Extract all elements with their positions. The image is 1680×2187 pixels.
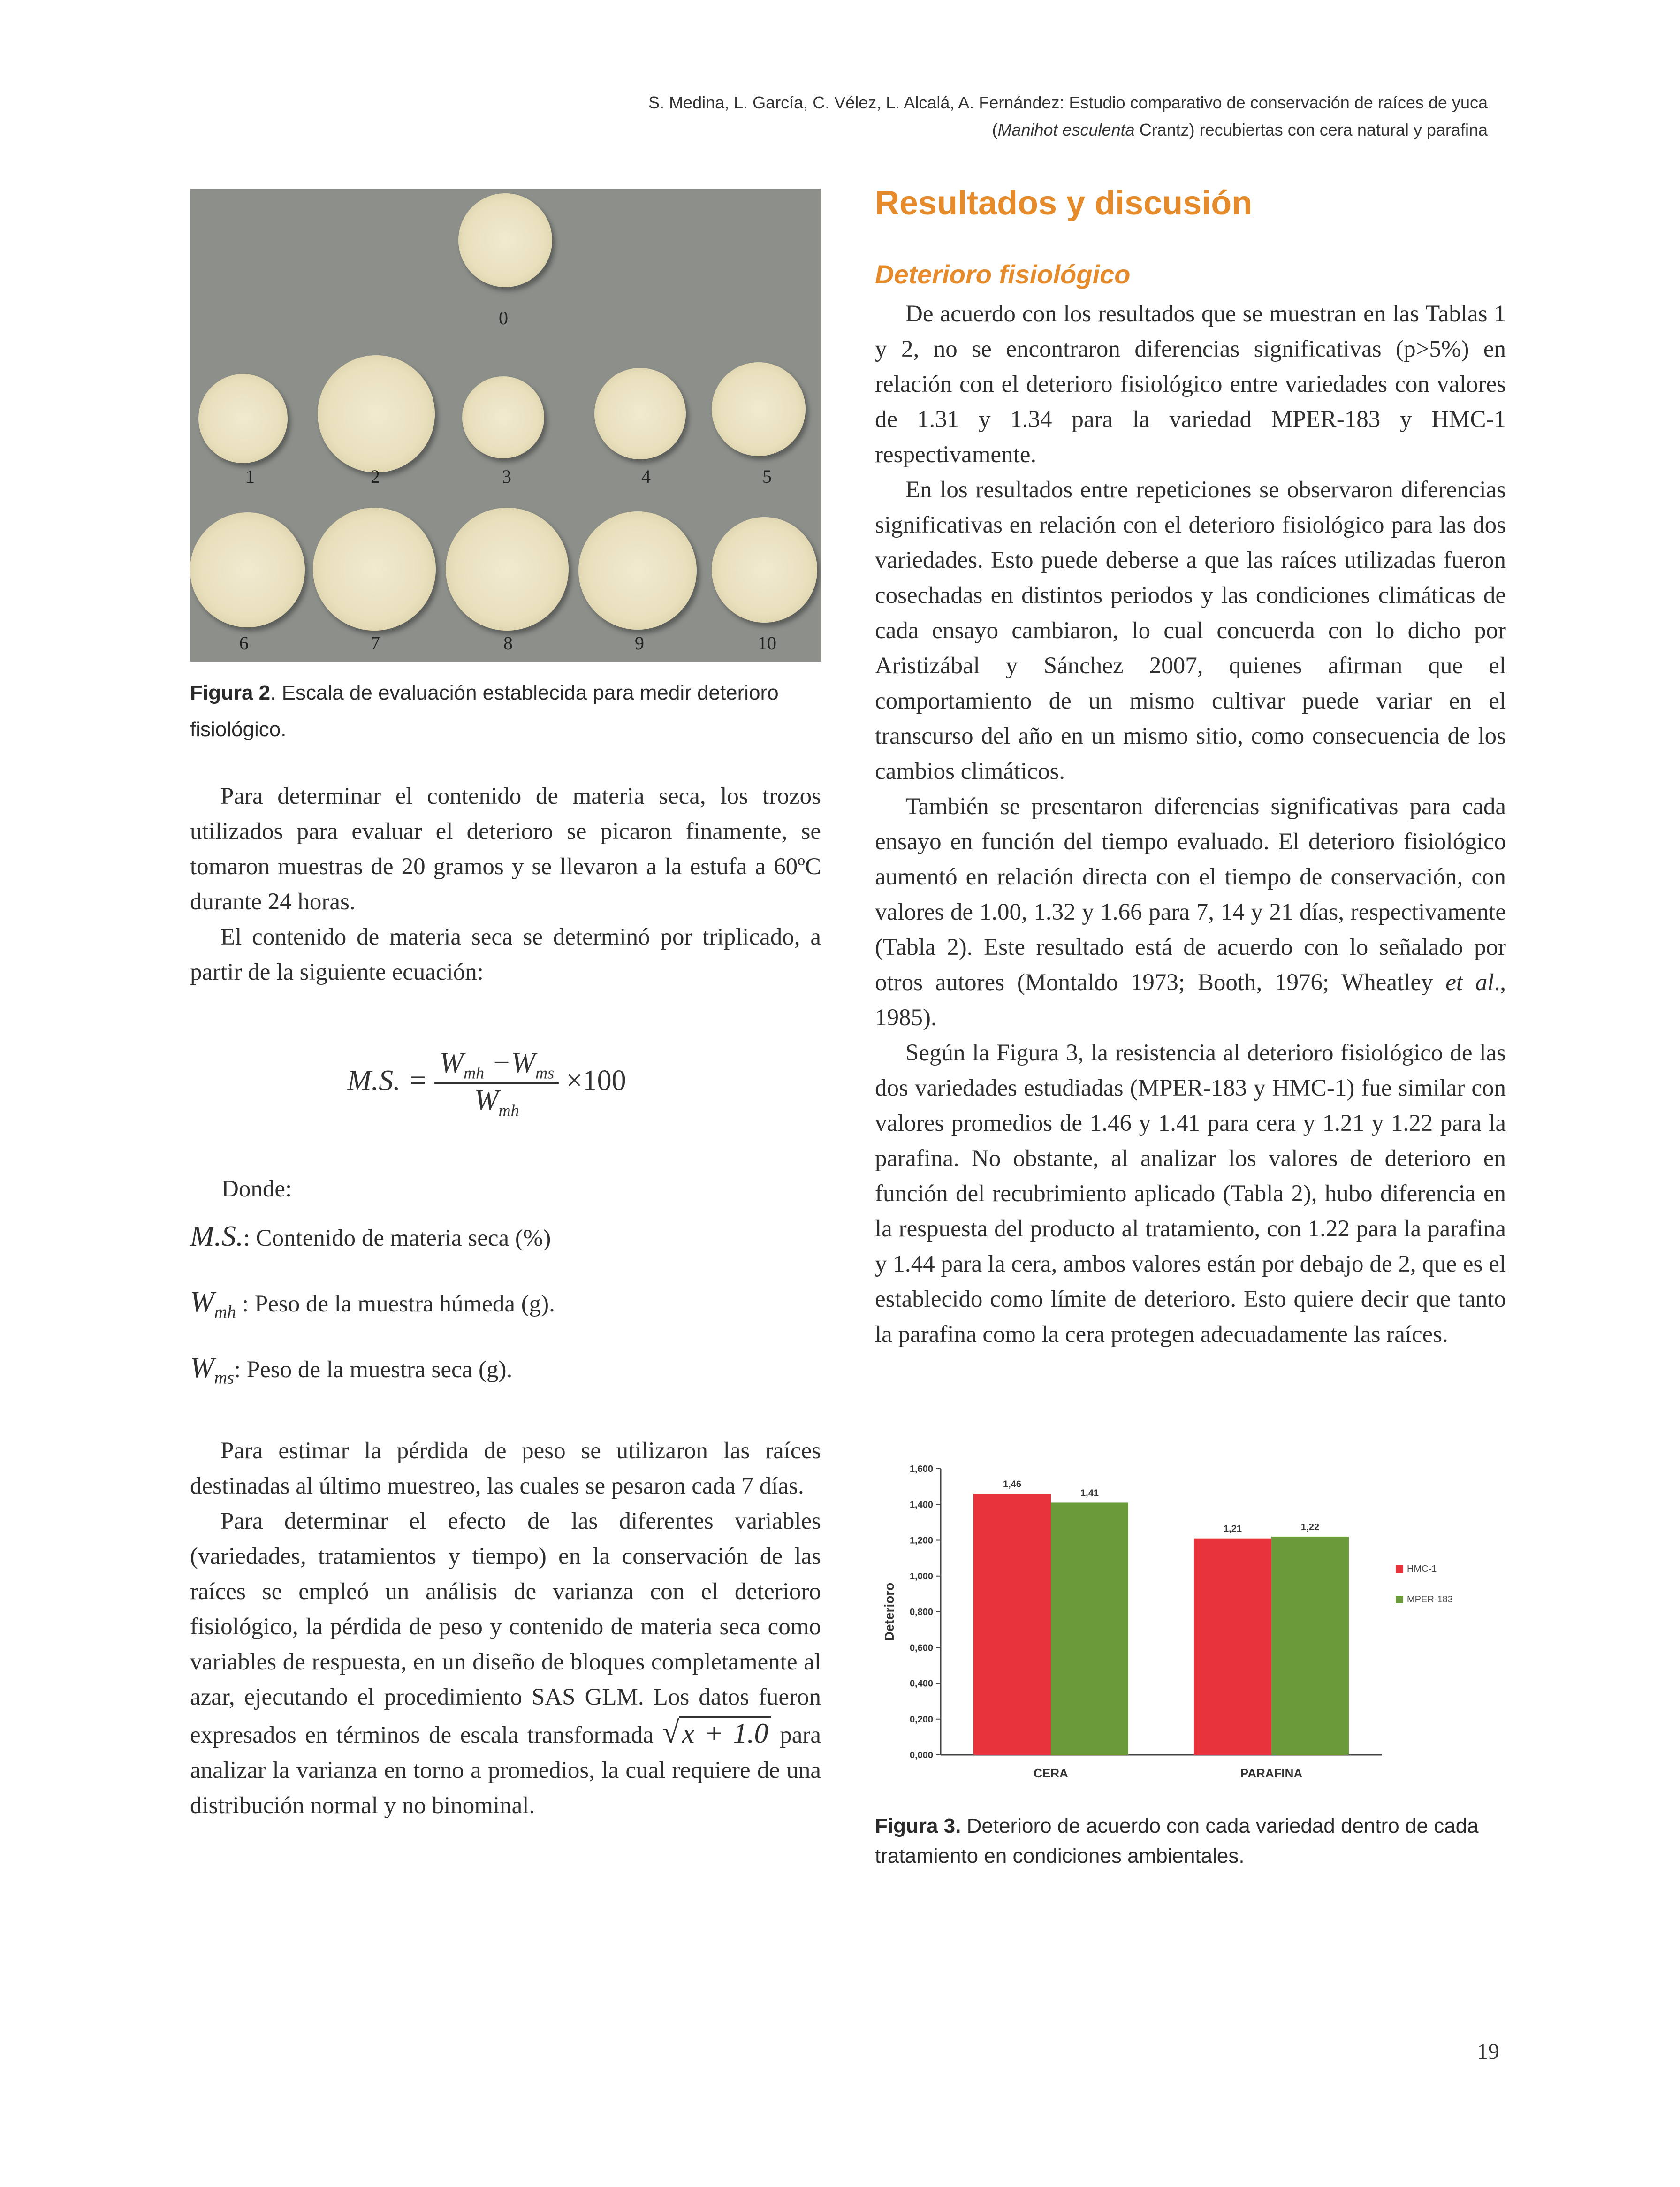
bar-value-label: 1,46 (1003, 1479, 1021, 1490)
y-tick-label: 1,400 (909, 1500, 933, 1510)
legend-label: MPER-183 (1407, 1594, 1453, 1605)
paragraph-dry-matter: Para determinar el contenido de materia seca, los trozos utilizados para evaluar el deterioro se picaron finamente, se tomaron muestras de 20 gramos y se llevaron a la estufa a 60ºC durante 24 horas. (190, 783, 821, 915)
species-name: Manihot esculenta (997, 120, 1135, 139)
y-tick-label: 1,000 (909, 1571, 933, 1582)
definition-ms: M.S.: Contenido de materia seca (%) (190, 1220, 551, 1252)
bar-hmc-1-parafina (1194, 1539, 1271, 1755)
figure2-caption: Figura 2. Escala de evaluación establecida para medir deterioro fisiológico. (190, 681, 779, 741)
y-tick-label: 1,600 (909, 1464, 933, 1474)
root-slice-3 (462, 376, 544, 458)
left-column-bottom (190, 1433, 821, 1823)
y-tick-label: 0,200 (909, 1714, 933, 1725)
running-header (648, 89, 1488, 144)
legend-swatch-mper-183 (1396, 1596, 1403, 1603)
root-slice-1 (198, 374, 288, 463)
root-slice-8 (446, 508, 569, 631)
root-slice-9 (578, 511, 697, 630)
scale-label-7: 7 (371, 632, 380, 654)
scale-label-4: 4 (641, 466, 651, 487)
legend-label: HMC-1 (1407, 1564, 1437, 1574)
header-title-continued: (Manihot esculenta Crantz) recubiertas con cera natural y parafina (992, 120, 1488, 139)
root-slice-7 (313, 508, 436, 631)
figure3-chart (875, 1455, 1506, 1802)
scale-label-0: 0 (499, 307, 508, 328)
root-slice-2 (318, 355, 435, 472)
scale-label-5: 5 (762, 466, 772, 487)
scale-label-1: 1 (245, 466, 255, 487)
section-heading: Resultados y discusión (875, 184, 1253, 222)
y-axis-label: Deterioro (882, 1582, 897, 1641)
sqrt-expression: x + 1.0 (679, 1716, 771, 1749)
deterioro-bar-chart (875, 1455, 1506, 1802)
bar-hmc-1-cera (973, 1494, 1051, 1755)
root-slice-4 (594, 368, 686, 459)
y-tick-label: 1,200 (909, 1535, 933, 1546)
donde-label: Donde: (221, 1176, 292, 1202)
dry-matter-equation: M.S. = $\frac{W_{mh} -W_{ms}}{W_{mh}}$ ×100 (347, 1047, 626, 1120)
scale-label-8: 8 (503, 632, 513, 654)
figure3-caption: Figura 3. Deterioro de acuerdo con cada variedad dentro de cada tratamiento en condiciones ambientales. (875, 1814, 1479, 1867)
bar-value-label: 1,21 (1224, 1524, 1242, 1534)
bar-mper-183-cera (1051, 1502, 1128, 1755)
scale-label-9: 9 (635, 632, 644, 654)
paragraph-equation-intro: El contenido de materia seca se determinó por triplicado, a partir de la siguiente ecuación: (190, 924, 821, 985)
subsection-heading: Deterioro fisiológico (875, 259, 1131, 289)
y-tick-label: 0,800 (909, 1607, 933, 1617)
paragraph-results-1: De acuerdo con los resultados que se muestran en las Tablas 1 y 2, no se encontraron diferencias significativas (p>5%) en relación con el deterioro fisiológico entre variedades con valores de 1.31 y 1.34 para la variedad MPER-183 y HMC-1 respectivamente. (875, 301, 1506, 468)
x-category-label: CERA (1034, 1766, 1068, 1780)
root-slice-5 (712, 362, 806, 456)
root-slice-0 (458, 193, 552, 287)
page-number: 19 (1477, 2039, 1499, 2064)
scale-label-2: 2 (371, 466, 380, 487)
bar-mper-183-parafina (1271, 1537, 1349, 1755)
scale-label-10: 10 (758, 632, 776, 654)
right-column-text (875, 297, 1506, 1352)
left-column-top (190, 779, 821, 990)
legend-swatch-hmc-1 (1396, 1565, 1403, 1573)
paragraph-results-4: Según la Figura 3, la resistencia al deterioro fisiológico de las dos variedades estudiadas (MPER-183 y HMC-1) fue similar con valores promedios de 1.46 y 1.41 para cera y 1.21 y 1.22 para la parafina. No obstante, al analizar los valores de deterioro en función del recubrimiento aplicado (Tabla 2), hubo diferencia en la respuesta del producto al tratamiento, con 1.22 para la parafina y 1.44 para la cera, ambos valores están por debajo de 2, que es el establecido como límite de deterioro. Esto quiere decir que tanto la parafina como la cera protegen adecuadamente las raíces. (875, 1040, 1506, 1348)
scale-label-3: 3 (502, 466, 511, 487)
y-tick-label: 0,400 (909, 1678, 933, 1689)
definition-wms: $W_{ms}$: Peso de la muestra seca (g). (190, 1352, 513, 1388)
paragraph-weight-loss: Para estimar la pérdida de peso se utilizaron las raíces destinadas al último muestreo, las cuales se pesaron cada 7 días. (190, 1438, 821, 1499)
y-tick-label: 0,000 (909, 1750, 933, 1760)
root-slice-10 (712, 517, 817, 623)
y-tick-label: 0,600 (909, 1643, 933, 1654)
bar-value-label: 1,22 (1301, 1522, 1319, 1532)
bar-value-label: 1,41 (1080, 1488, 1099, 1499)
scale-label-6: 6 (239, 632, 249, 654)
paragraph-results-2: En los resultados entre repeticiones se observaron diferencias significativas en relación con el deterioro fisiológico para las dos variedades. Esto puede deberse a que las raíces utilizadas fueron cosechadas en distintos periodos y las condiciones climáticas de cada ensayo cambiaron, lo cual concuerda con lo dicho por Aristizábal y Sánchez 2007, quienes afirman que el comportamiento de un mismo cultivar puede variar en el transcurso del año en un mismo sitio, como consecuencia de los cambios climáticos. (875, 477, 1506, 785)
root-slice-6 (190, 512, 305, 627)
paragraph-statistics: Para determinar el efecto de las diferentes variables (variedades, tratamientos y tiempo) en la conservación de las raíces se empleó un análisis de varianza con el deterioro fisiológico, la pérdida de peso y contenido de materia seca como variables de respuesta, en un diseño de bloques completamente al azar, ejecutando el procedimiento SAS GLM. Los datos fueron expresados en términos de escala transformada √ x + 1.0 para analizar la varianza en torno a promedios, la cual requiere de una distribución normal y no binominal. (190, 1508, 821, 1819)
header-authors-title: S. Medina, L. García, C. Vélez, L. Alcalá, A. Fernández: Estudio comparativo de conservación de raíces de yuca (648, 93, 1488, 112)
figure2-photo (190, 189, 821, 662)
definition-wmh: $W_{mh}$ : Peso de la muestra húmeda (g). (190, 1286, 555, 1322)
x-category-label: PARAFINA (1240, 1766, 1303, 1780)
paragraph-results-3: También se presentaron diferencias significativas para cada ensayo en función del tiempo evaluado. El deterioro fisiológico aumentó en relación directa con el tiempo de conservación, con valores de 1.00, 1.32 y 1.66 para 7, 14 y 21 días, respectivamente (Tabla 2). Este resultado está de acuerdo con lo señalado por otros autores (Montaldo 1973; Booth, 1976; Wheatley et al., 1985). (875, 793, 1506, 1031)
